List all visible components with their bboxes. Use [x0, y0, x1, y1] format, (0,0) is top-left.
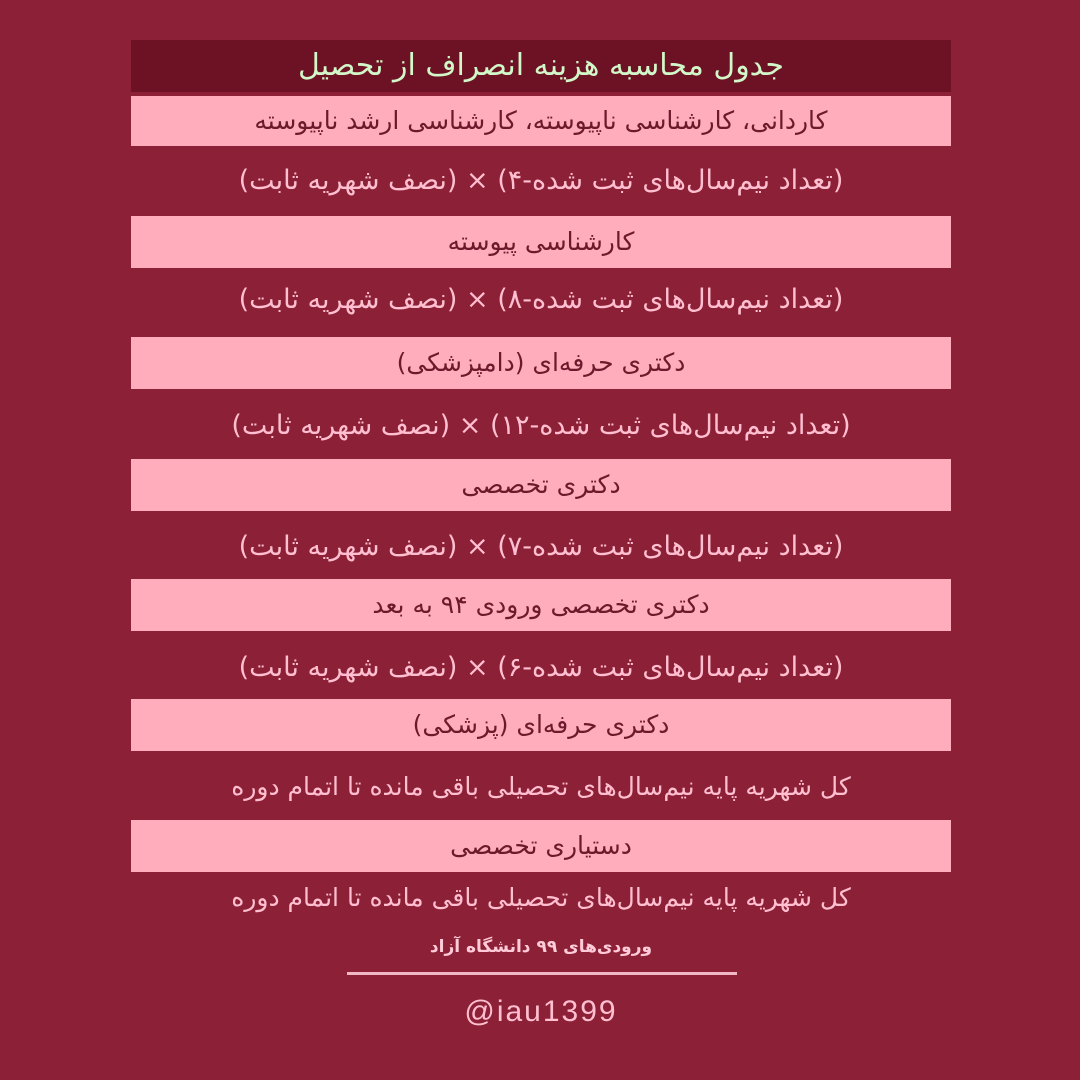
- formula-residency: کل شهریه پایه نیم‌سال‌های تحصیلی باقی مانده تا اتمام دوره: [231, 883, 851, 912]
- divider: [347, 972, 737, 975]
- formula-phd: (تعداد نیم‌سال‌های ثبت شده-۷) × (نصف شهریه ثابت): [238, 531, 844, 562]
- account-handle: @iau1399: [464, 995, 618, 1028]
- program-heading-phd-94: دکتری تخصصی ورودی ۹۴ به بعد: [131, 579, 951, 631]
- formula-md: کل شهریه پایه نیم‌سال‌های تحصیلی باقی مانده تا اتمام دوره: [231, 772, 851, 801]
- formula-associate-nonconsecutive: (تعداد نیم‌سال‌های ثبت شده-۴) × (نصف شهریه ثابت): [238, 165, 844, 196]
- page-title: جدول محاسبه هزینه انصراف از تحصیل: [131, 40, 951, 92]
- formula-bachelor-continuous: (تعداد نیم‌سال‌های ثبت شده-۸) × (نصف شهریه ثابت): [238, 284, 844, 315]
- program-heading-dvm: دکتری حرفه‌ای (دامپزشکی): [131, 337, 951, 389]
- footnote: ورودی‌های ۹۹ دانشگاه آزاد: [429, 937, 653, 957]
- program-heading-associate-nonconsecutive: کاردانی، کارشناسی ناپیوسته، کارشناسی ارشد ناپیوسته: [131, 96, 951, 146]
- formula-dvm: (تعداد نیم‌سال‌های ثبت شده-۱۲) × (نصف شهریه ثابت): [231, 410, 851, 441]
- program-heading-phd: دکتری تخصصی: [131, 459, 951, 511]
- formula-phd-94: (تعداد نیم‌سال‌های ثبت شده-۶) × (نصف شهریه ثابت): [238, 652, 844, 683]
- program-heading-residency: دستیاری تخصصی: [131, 820, 951, 872]
- program-heading-bachelor-continuous: کارشناسی پیوسته: [131, 216, 951, 268]
- program-heading-md: دکتری حرفه‌ای (پزشکی): [131, 699, 951, 751]
